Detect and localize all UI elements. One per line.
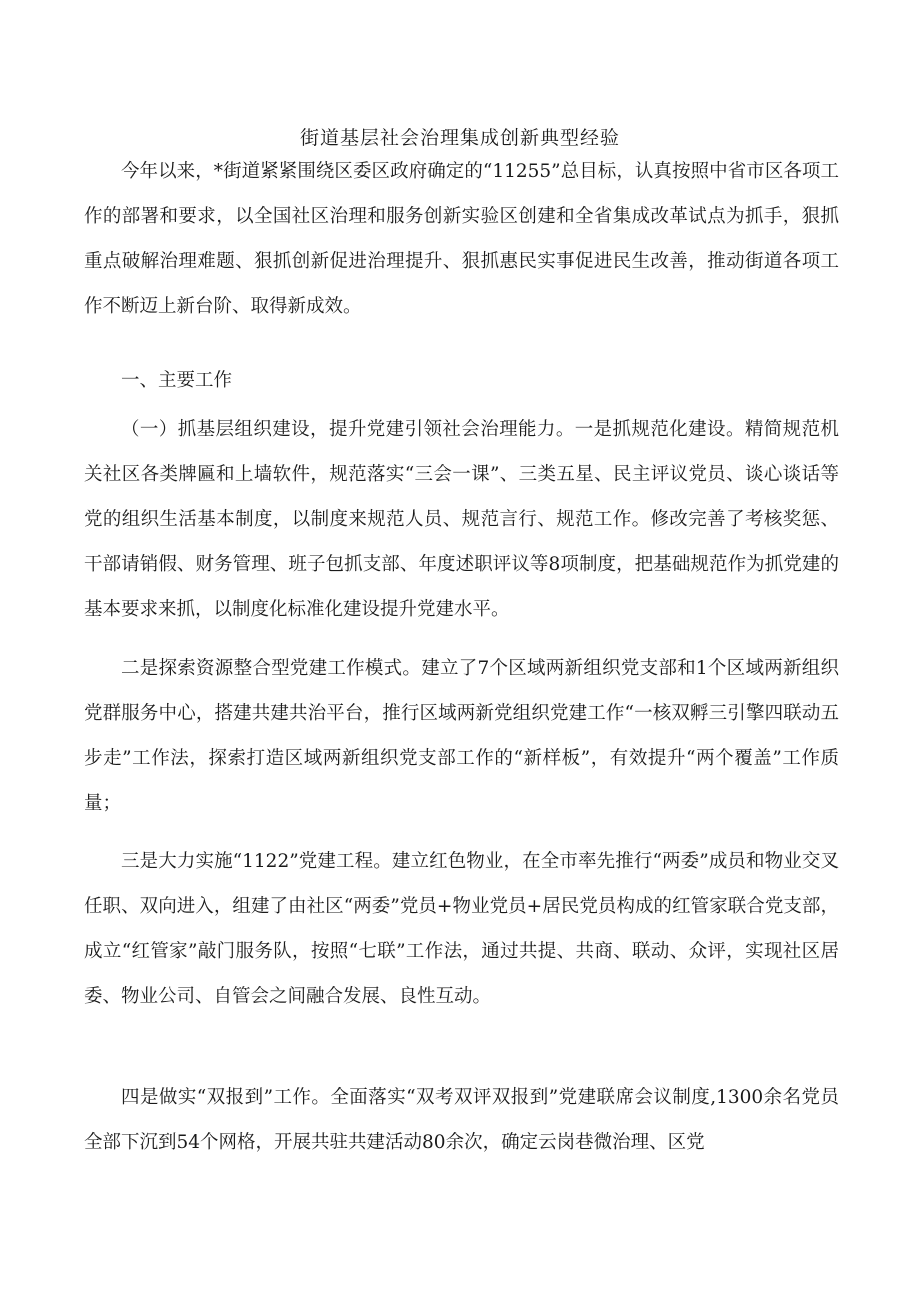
body-paragraph: 四是做实“双报到”工作。全面落实“双考双评双报到”党建联席会议制度,1300余名党员全部下沉到54个网格，开展共驻共建活动80余次，确定云岗巷微治理、区党 [84,1087,839,1153]
body-paragraph: 三是大力实施“1122”党建工程。建立红色物业，在全市率先推行“两委”成员和物业交叉任职、双向进入，组建了由社区“两委”党员+物业党员+居民党员构成的红管家联合党支部，成立“红管家”敲门服务队，按照“七联”工作法，通过共提、共商、联动、众评，实现社区居委、物业公司、自管会之间融合发展、良性互动。 [84,851,839,1007]
intro-paragraph: 今年以来，*街道紧紧围绕区委区政府确定的“11255”总目标，认真按照中省市区各项工作的部署和要求，以全国社区治理和服务创新实验区创建和全省集成改革试点为抓手，狠抓重点破解治理难题、狠抓创新促进治理提升、狠抓惠民实事促进民生改善，推动街道各项工作不断迈上新台阶、取得新成效。 [84,161,839,317]
body-paragraph: 二是探索资源整合型党建工作模式。建立了7个区域两新组织党支部和1个区域两新组织党群服务中心，搭建共建共治平台，推行区域两新党组织党建工作“一核双孵三引擎四联动五步走”工作法，探索打造区域两新组织党支部工作的“新样板”，有效提升“两个覆盖”工作质量； [84,658,839,814]
body-paragraph: （一）抓基层组织建设，提升党建引领社会治理能力。一是抓规范化建设。精简规范机关社区各类牌匾和上墙软件，规范落实“三会一课”、三类五星、民主评议党员、谈心谈话等党的组织生活基本制度，以制度来规范人员、规范言行、规范工作。修改完善了考核奖惩、干部请销假、财务管理、班子包抓支部、年度述职评议等8项制度，把基础规范作为抓党建的基本要求来抓，以制度化标准化建设提升党建水平。 [84,419,839,620]
document-title: 街道基层社会治理集成创新典型经验 [299,127,620,149]
section-heading: 一、主要工作 [121,370,233,391]
